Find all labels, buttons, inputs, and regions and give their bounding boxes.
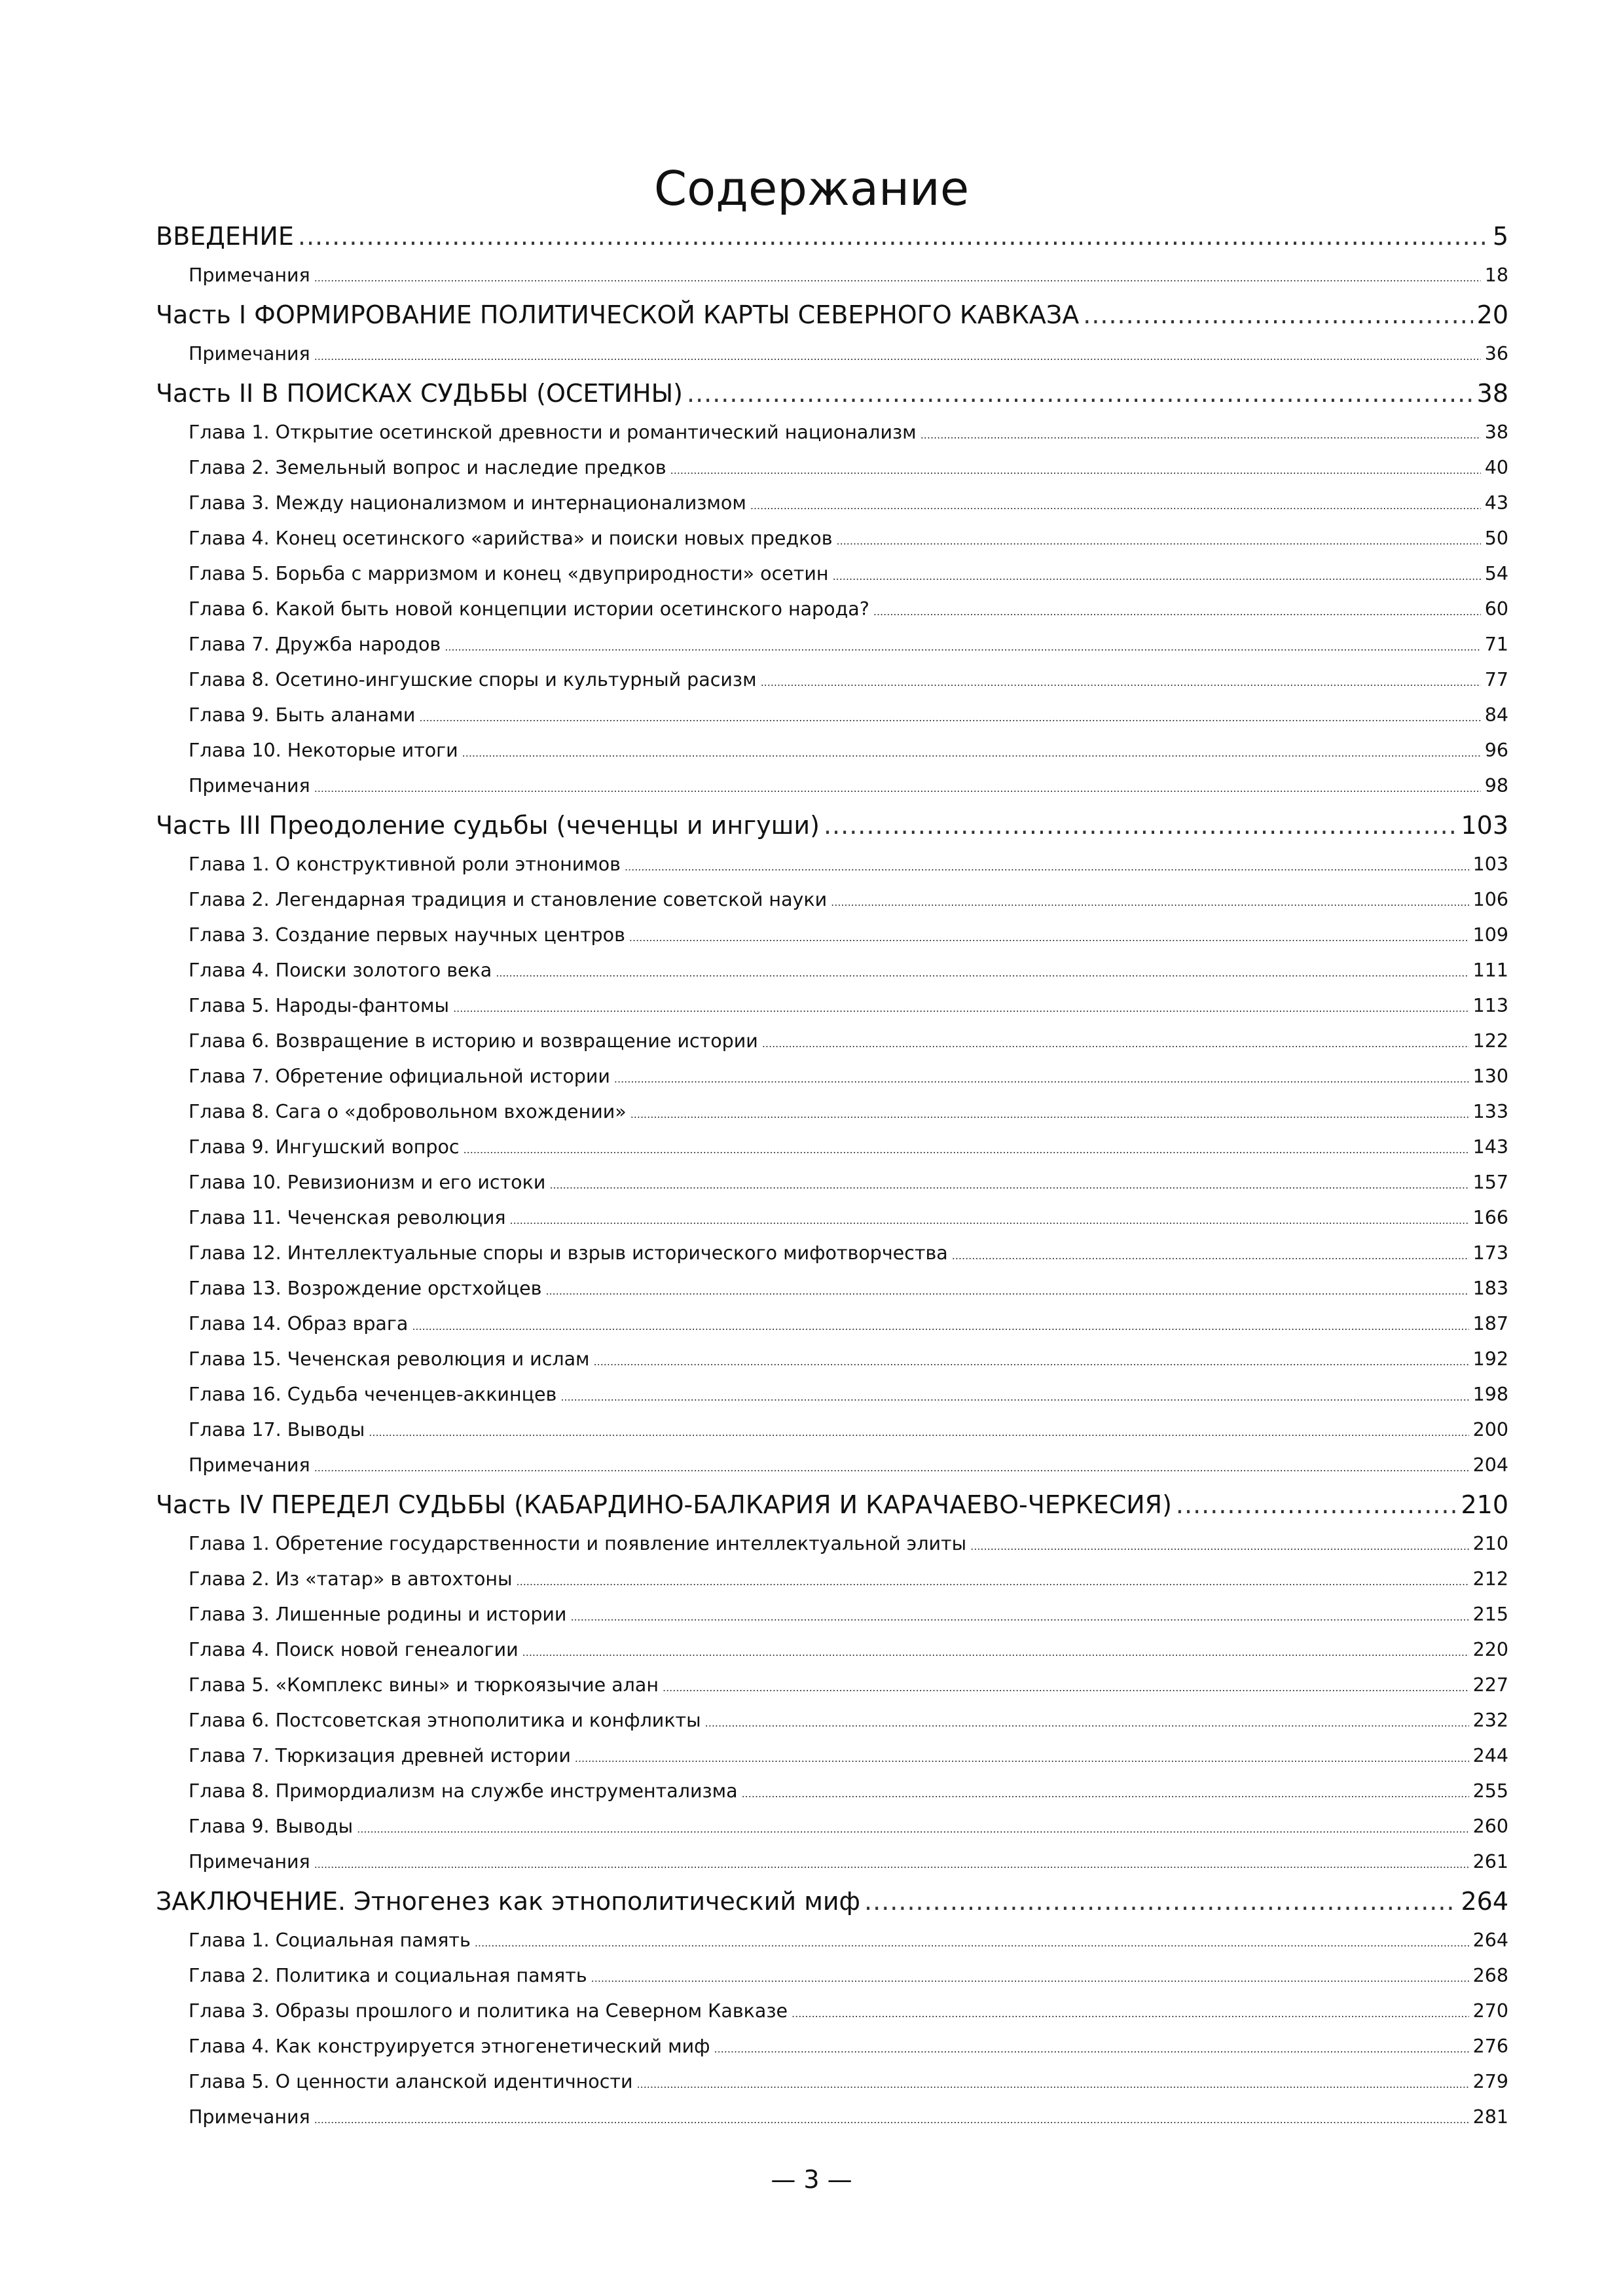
toc-chapter-entry: [156, 1342, 1508, 1377]
toc-dot-leader: [705, 1703, 1469, 1741]
toc-dot-leader: [824, 804, 1457, 847]
toc-dot-leader: [570, 1597, 1468, 1635]
toc-chapter-entry: [156, 2064, 1508, 2100]
toc-entry-title: Часть IV ПЕРЕДЕЛ СУДЬБЫ (КАБАРДИНО-БАЛКАРИЯ И КАРАЧАЕВО-ЧЕРКЕСИЯ): [156, 1490, 1172, 1519]
toc-entry-page: 279: [1472, 2071, 1508, 2092]
toc-dot-leader: [510, 1200, 1469, 1238]
toc-dot-leader: [453, 988, 1469, 1026]
toc-entry-title: Глава 1. Социальная память: [189, 1929, 471, 1951]
toc-entry-title: Глава 3. Лишенные родины и истории: [189, 1604, 567, 1625]
toc-entry-page: 232: [1472, 1710, 1508, 1731]
toc-entry-title: ЗАКЛЮЧЕНИЕ. Этногенез как этнополитический миф: [156, 1887, 861, 1916]
toc-dot-leader: [298, 215, 1489, 258]
toc-entry-page: 227: [1472, 1674, 1508, 1696]
toc-entry-page: 84: [1484, 704, 1508, 726]
toc-chapter-entry: [156, 627, 1508, 662]
toc-entry-title: Глава 4. Поиск новой генеалогии: [189, 1639, 519, 1660]
toc-entry-page: 18: [1484, 264, 1508, 286]
toc-entry-title: Глава 1. Обретение государственности и появление интеллектуальной элиты: [189, 1533, 967, 1554]
toc-entry-page: 261: [1472, 1851, 1508, 1873]
toc-part-entry: [156, 1880, 1508, 1923]
toc-entry-title: Глава 12. Интеллектуальные споры и взрыв исторического мифотворчества: [189, 1242, 948, 1264]
toc-entry-page: 268: [1472, 1965, 1508, 1986]
toc-entry-page: 264: [1472, 1929, 1508, 1951]
toc-entry-page: 130: [1472, 1066, 1508, 1087]
toc-dot-leader: [369, 1412, 1468, 1450]
toc-chapter-entry: [156, 415, 1508, 450]
toc-dot-leader: [750, 486, 1481, 524]
toc-entry-page: 260: [1472, 1816, 1508, 1837]
toc-dot-leader: [831, 882, 1468, 920]
toc-entry-page: 54: [1484, 563, 1508, 584]
toc-entry-page: 215: [1472, 1604, 1508, 1625]
toc-entry-page: 255: [1472, 1780, 1508, 1802]
toc-entry-title: Глава 3. Между национализмом и интернационализмом: [189, 492, 746, 514]
toc-chapter-entry: [156, 1668, 1508, 1703]
toc-dot-leader: [742, 1774, 1469, 1812]
toc-entry-title: ВВЕДЕНИЕ: [156, 222, 294, 251]
toc-chapter-entry: [156, 1526, 1508, 1562]
toc-entry-title: Глава 10. Ревизионизм и его истоки: [189, 1172, 546, 1193]
toc-dot-leader: [952, 1236, 1469, 1274]
toc-chapter-entry: [156, 1774, 1508, 1809]
toc-entry-page: 210: [1472, 1533, 1508, 1554]
toc-chapter-entry: [156, 486, 1508, 521]
toc-chapter-entry: [156, 1059, 1508, 1094]
toc-entry-title: Примечания: [189, 264, 310, 286]
toc-entry-page: 276: [1472, 2036, 1508, 2057]
toc-entry-page: 109: [1472, 924, 1508, 946]
toc-chapter-entry: [156, 1562, 1508, 1597]
toc-entry-title: Глава 6. Возвращение в историю и возвращение истории: [189, 1030, 758, 1052]
toc-entry-page: 103: [1472, 853, 1508, 875]
toc-dot-leader: [314, 1448, 1469, 1486]
toc-entry-title: Глава 5. «Комплекс вины» и тюркоязычие алан: [189, 1674, 659, 1696]
toc-dot-leader: [687, 372, 1473, 415]
toc-dot-leader: [833, 556, 1481, 594]
toc-part-entry: [156, 293, 1508, 336]
toc-entry-page: 281: [1472, 2106, 1508, 2128]
toc-dot-leader: [419, 698, 1480, 736]
toc-dot-leader: [475, 1923, 1469, 1961]
toc-chapter-entry: [156, 698, 1508, 733]
toc-entry-page: 5: [1492, 222, 1508, 251]
toc-entry-title: Глава 6. Какой быть новой концепции истории осетинского народа?: [189, 598, 869, 620]
toc-dot-leader: [314, 258, 1481, 296]
toc-chapter-entry: [156, 1632, 1508, 1668]
toc-entry-title: Примечания: [189, 343, 310, 365]
toc-entry-title: Часть I ФОРМИРОВАНИЕ ПОЛИТИЧЕСКОЙ КАРТЫ СЕВЕРНОГО КАВКАЗА: [156, 300, 1080, 329]
toc-chapter-entry: [156, 847, 1508, 882]
toc-entry-title: Глава 2. Земельный вопрос и наследие предков: [189, 457, 666, 478]
toc-dot-leader: [545, 1271, 1468, 1309]
toc-dot-leader: [1083, 293, 1472, 336]
toc-dot-leader: [629, 918, 1469, 956]
toc-entry-title: Глава 2. Легендарная традиция и становление советской науки: [189, 889, 828, 910]
toc-part-entry: [156, 1483, 1508, 1526]
toc-entry-page: 200: [1472, 1419, 1508, 1441]
page-number: — 3 —: [771, 2165, 852, 2194]
toc-part-entry: [156, 372, 1508, 415]
toc-chapter-entry: [156, 258, 1508, 293]
toc-entry-title: Глава 10. Некоторые итоги: [189, 740, 458, 761]
toc-entry-title: Глава 9. Ингушский вопрос: [189, 1136, 460, 1158]
toc-entry-page: 270: [1472, 2000, 1508, 2022]
toc-entry-page: 20: [1476, 300, 1508, 329]
toc-dot-leader: [837, 521, 1481, 559]
toc-chapter-entry: [156, 1738, 1508, 1774]
toc-entry-title: Глава 8. Осетино-ингушские споры и культурный расизм: [189, 669, 757, 691]
toc-entry-page: 264: [1461, 1887, 1508, 1916]
toc-dot-leader: [663, 1668, 1469, 1706]
toc-entry-title: Глава 7. Дружба народов: [189, 634, 441, 655]
toc-chapter-entry: [156, 733, 1508, 768]
toc-entry-page: 106: [1472, 889, 1508, 910]
toc-entry-page: 166: [1472, 1207, 1508, 1229]
toc-dot-leader: [921, 415, 1481, 453]
toc-part-entry: [156, 804, 1508, 847]
toc-entry-page: 210: [1461, 1490, 1508, 1519]
toc-entry-page: 36: [1484, 343, 1508, 365]
toc-entry-page: 198: [1472, 1384, 1508, 1405]
toc-chapter-entry: [156, 2100, 1508, 2135]
toc-entry-title: Глава 1. О конструктивной роли этнонимов: [189, 853, 621, 875]
toc-entry-title: Примечания: [189, 1454, 310, 1476]
toc-entry-title: Часть II В ПОИСКАХ СУДЬБЫ (ОСЕТИНЫ): [156, 379, 683, 408]
toc-chapter-entry: [156, 1130, 1508, 1165]
toc-entry-page: 43: [1484, 492, 1508, 514]
toc-entry-title: Глава 2. Политика и социальная память: [189, 1965, 587, 1986]
toc-chapter-entry: [156, 1271, 1508, 1306]
toc-entry-page: 122: [1472, 1030, 1508, 1052]
toc-dot-leader: [412, 1306, 1468, 1344]
toc-entry-title: Глава 15. Чеченская революция и ислам: [189, 1348, 590, 1370]
toc-entry-title: Глава 5. О ценности аланской идентичности: [189, 2071, 633, 2092]
toc-entry-title: Часть III Преодоление судьбы (чеченцы и ингуши): [156, 811, 820, 840]
toc-entry-page: 71: [1484, 634, 1508, 655]
page-title: Содержание: [653, 161, 970, 216]
toc-chapter-entry: [156, 882, 1508, 918]
toc-entry-page: 96: [1484, 740, 1508, 761]
toc-entry-title: Глава 13. Возрождение орстхойцев: [189, 1278, 542, 1299]
toc-entry-title: Глава 7. Тюркизация древней истории: [189, 1745, 571, 1767]
toc-dot-leader: [761, 662, 1481, 700]
table-of-contents: [156, 215, 1508, 2135]
toc-dot-leader: [670, 450, 1481, 488]
toc-chapter-entry: [156, 1094, 1508, 1130]
toc-entry-page: 40: [1484, 457, 1508, 478]
toc-entry-page: 113: [1472, 995, 1508, 1016]
toc-entry-title: Примечания: [189, 775, 310, 797]
toc-entry-page: 133: [1472, 1101, 1508, 1122]
toc-dot-leader: [864, 1880, 1457, 1923]
toc-entry-title: Глава 14. Образ врага: [189, 1313, 409, 1335]
toc-entry-title: Примечания: [189, 1851, 310, 1873]
toc-chapter-entry: [156, 1377, 1508, 1412]
toc-chapter-entry: [156, 953, 1508, 988]
toc-entry-title: Глава 11. Чеченская революция: [189, 1207, 506, 1229]
toc-entry-title: Глава 17. Выводы: [189, 1419, 365, 1441]
toc-dot-leader: [314, 1844, 1469, 1882]
toc-entry-page: 157: [1472, 1172, 1508, 1193]
toc-entry-page: 38: [1476, 379, 1508, 408]
toc-entry-page: 173: [1472, 1242, 1508, 1264]
toc-entry-page: 50: [1484, 528, 1508, 549]
toc-entry-title: Глава 2. Из «татар» в автохтоны: [189, 1568, 513, 1590]
toc-chapter-entry: [156, 1844, 1508, 1880]
toc-chapter-entry: [156, 2029, 1508, 2064]
toc-entry-page: 111: [1472, 960, 1508, 981]
toc-chapter-entry: [156, 336, 1508, 372]
toc-entry-title: Глава 5. Народы-фантомы: [189, 995, 450, 1016]
toc-entry-title: Глава 6. Постсоветская этнополитика и конфликты: [189, 1710, 701, 1731]
toc-entry-title: Глава 16. Судьба чеченцев-аккинцев: [189, 1384, 557, 1405]
toc-dot-leader: [873, 592, 1481, 630]
toc-dot-leader: [314, 2100, 1469, 2138]
toc-chapter-entry: [156, 1236, 1508, 1271]
toc-chapter-entry: [156, 1923, 1508, 1958]
toc-dot-leader: [496, 953, 1468, 991]
toc-dot-leader: [357, 1809, 1468, 1847]
toc-dot-leader: [314, 768, 1481, 806]
toc-entry-page: 77: [1484, 669, 1508, 691]
toc-chapter-entry: [156, 1024, 1508, 1059]
toc-entry-title: Глава 4. Как конструируется этногенетический миф: [189, 2036, 710, 2057]
toc-dot-leader: [560, 1377, 1468, 1415]
toc-entry-page: 98: [1484, 775, 1508, 797]
toc-dot-leader: [630, 1094, 1469, 1132]
toc-entry-page: 183: [1472, 1278, 1508, 1299]
toc-dot-leader: [614, 1059, 1469, 1097]
toc-entry-page: 212: [1472, 1568, 1508, 1590]
toc-dot-leader: [625, 847, 1469, 885]
toc-chapter-entry: [156, 1958, 1508, 1994]
toc-entry-title: Глава 8. Сага о «добровольном вхождении»: [189, 1101, 627, 1122]
toc-chapter-entry: [156, 1703, 1508, 1738]
toc-entry-title: Глава 5. Борьба с марризмом и конец «двуприродности» осетин: [189, 563, 829, 584]
toc-dot-leader: [591, 1958, 1469, 1996]
toc-entry-title: Глава 9. Быть аланами: [189, 704, 416, 726]
toc-chapter-entry: [156, 988, 1508, 1024]
toc-chapter-entry: [156, 662, 1508, 698]
toc-chapter-entry: [156, 556, 1508, 592]
toc-dot-leader: [575, 1738, 1469, 1776]
toc-dot-leader: [792, 1994, 1469, 2032]
toc-chapter-entry: [156, 768, 1508, 804]
toc-chapter-entry: [156, 450, 1508, 486]
toc-dot-leader: [462, 733, 1481, 771]
toc-dot-leader: [464, 1130, 1469, 1168]
toc-dot-leader: [517, 1562, 1469, 1600]
toc-dot-leader: [970, 1526, 1468, 1564]
toc-entry-page: 38: [1484, 422, 1508, 443]
toc-dot-leader: [522, 1632, 1469, 1670]
toc-entry-page: 60: [1484, 598, 1508, 620]
toc-dot-leader: [762, 1024, 1469, 1062]
toc-entry-title: Глава 4. Поиски золотого века: [189, 960, 492, 981]
toc-dot-leader: [594, 1342, 1469, 1380]
toc-entry-title: Глава 4. Конец осетинского «арийства» и поиски новых предков: [189, 528, 833, 549]
toc-entry-title: Глава 8. Примордиализм на службе инструментализма: [189, 1780, 738, 1802]
toc-entry-title: Глава 7. Обретение официальной истории: [189, 1066, 610, 1087]
toc-chapter-entry: [156, 1165, 1508, 1200]
toc-chapter-entry: [156, 1597, 1508, 1632]
toc-entry-page: 220: [1472, 1639, 1508, 1660]
toc-dot-leader: [637, 2064, 1469, 2102]
toc-chapter-entry: [156, 1412, 1508, 1448]
toc-chapter-entry: [156, 1809, 1508, 1844]
toc-dot-leader: [714, 2029, 1468, 2067]
toc-entry-page: 143: [1472, 1136, 1508, 1158]
toc-entry-page: 204: [1472, 1454, 1508, 1476]
toc-dot-leader: [1176, 1483, 1457, 1526]
toc-entry-title: Примечания: [189, 2106, 310, 2128]
toc-chapter-entry: [156, 1448, 1508, 1483]
toc-entry-page: 187: [1472, 1313, 1508, 1335]
toc-entry-page: 244: [1472, 1745, 1508, 1767]
toc-entry-title: Глава 1. Открытие осетинской древности и романтический национализм: [189, 422, 917, 443]
toc-chapter-entry: [156, 521, 1508, 556]
toc-entry-title: Глава 3. Образы прошлого и политика на Северном Кавказе: [189, 2000, 788, 2022]
toc-chapter-entry: [156, 592, 1508, 627]
toc-chapter-entry: [156, 1994, 1508, 2029]
toc-chapter-entry: [156, 918, 1508, 953]
toc-dot-leader: [549, 1165, 1468, 1203]
toc-dot-leader: [314, 336, 1481, 374]
toc-part-entry: [156, 215, 1508, 258]
toc-entry-page: 103: [1461, 811, 1508, 840]
toc-entry-title: Глава 9. Выводы: [189, 1816, 354, 1837]
toc-dot-leader: [445, 627, 1481, 665]
toc-chapter-entry: [156, 1306, 1508, 1342]
toc-entry-page: 192: [1472, 1348, 1508, 1370]
toc-entry-title: Глава 3. Создание первых научных центров: [189, 924, 625, 946]
toc-chapter-entry: [156, 1200, 1508, 1236]
